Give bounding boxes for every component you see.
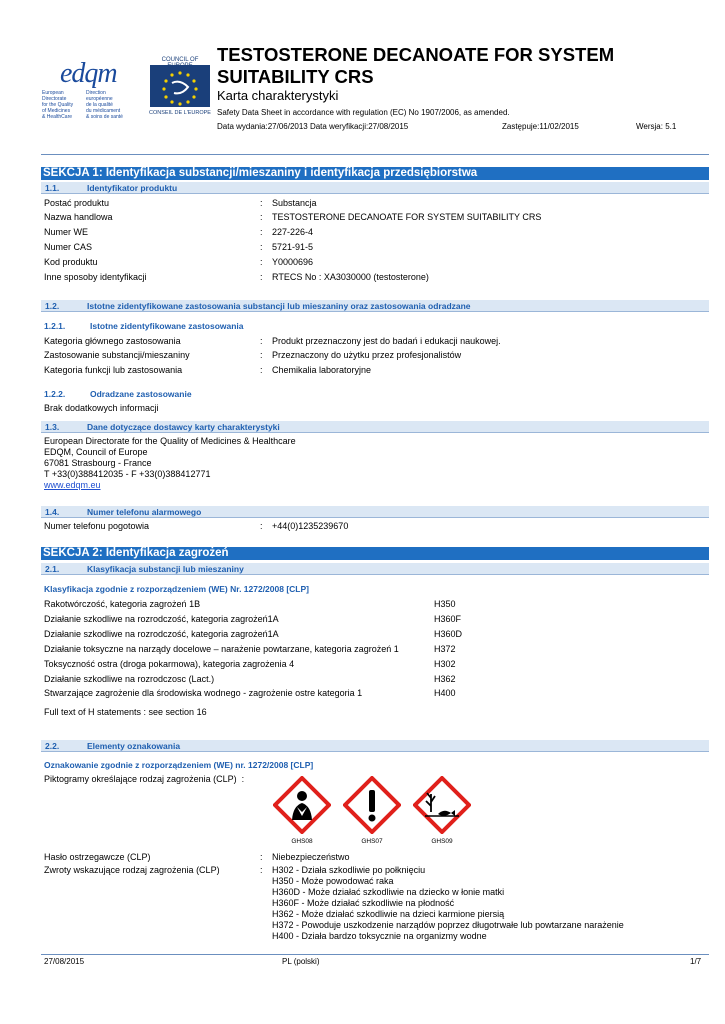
hazard-row: Działanie toksyczne na narządy docelowe – narażenie powtarzane, kategoria zagrożeń 1 H372 [44,644,456,654]
edqm-sub-en: European Directorate for the Quality of Medicines & HealthCare [42,90,74,120]
h-statement: H360D - Może działać szkodliwie na dziecko w łonie matki [272,887,505,897]
subsection-1-2-2-heading: 1.2.2. Odradzane zastosowanie [44,389,192,399]
subsection-1-3-bar: 1.3. Dane dotyczące dostawcy karty charakterystyki [41,421,709,433]
website-link[interactable]: www.edqm.eu [44,480,101,490]
pictogram-code: GHS07 [361,838,383,845]
signal-word-row: Hasło ostrzegawcze (CLP) : Niebezpieczeństwo [44,852,350,862]
no-info-text: Brak dodatkowych informacji [44,403,159,413]
header-divider [41,154,709,155]
use-row: Kategoria funkcji lub zastosowania : Chemikalia laboratoryjne [44,365,372,375]
product-row: Inne sposoby identyfikacji : RTECS No : XA3030000 (testosterone) [44,272,429,282]
product-row: Numer CAS : 5721-91-5 [44,242,314,252]
edqm-sub-fr: Direction européenne de la qualité du médicament & soins de santé [86,90,123,120]
conseil-de-leurope-label: CONSEIL DE L'EUROPE [149,110,211,116]
hazard-row: Rakotwórczość, kategoria zagrożeń 1B H350 [44,599,456,609]
edqm-logo: edqm [60,58,117,89]
document-subtitle: Karta charakterystyki [217,88,339,103]
h-statement: H372 - Powoduje uszkodzenie narządów poprzez długotrwałe lub powtarzane narażenie [272,920,624,930]
replaces-date: Zastępuje:11/02/2015 [502,122,579,131]
h-statement: H302 - Działa szkodliwie po połknięciu [272,865,426,875]
issue-dates: Data wydania:27/06/2013 Data weryfikacji:27/08/2015 [217,122,409,131]
subsection-1-1-bar [41,182,709,194]
pictogram-code: GHS09 [431,838,453,845]
h-statement: H350 - Może powodować raka [272,876,394,886]
council-of-europe-logo-icon [150,65,210,107]
footer-language: PL (polski) [282,957,320,966]
subsection-1-2-bar: 1.2. Istotne zidentyfikowane zastosowania substancji lub mieszaniny oraz zastosowania odradzane [41,300,709,312]
subsection-title: Identyfikator produktu [87,183,178,193]
h-statements-label-row: Zwroty wskazujące rodzaj zagrożenia (CLP) : [44,865,263,875]
h-statement: H360F - Może działać szkodliwie na płodność [272,898,455,908]
hazard-row: Działanie szkodliwe na rozrodczość, kategoria zagrożeń1A H360D [44,629,463,639]
regulation-note: Safety Data Sheet in accordance with regulation (EC) No 1907/2006, as amended. [217,108,510,117]
h-statement: H362 - Może działać szkodliwie na dzieci karmione piersią [272,909,505,919]
product-row: Numer WE : 227-226-4 [44,227,314,237]
subsection-2-2-bar: 2.2. Elementy oznakowania [41,740,709,752]
edqm-logo-subtitle [42,90,137,120]
supplier-address: European Directorate for the Quality of Medicines & Healthcare EDQM, Council of Europe 67081 Strasbourg - France T +33(0)388412035 - F +33(0)388412771 www.edqm.eu [44,436,296,490]
hazard-row: Działanie szkodliwe na rozrodczość, kategoria zagrożeń1A H360F [44,614,462,624]
h-statement: H400 - Działa bardzo toksycznie na organizmy wodne [272,931,487,941]
version-label: Wersja: 5.1 [636,122,677,131]
footer-date: 27/08/2015 [44,957,85,966]
section-1-bar: SEKCJA 1: Identyfikacja substancji/mieszaniny i identyfikacja przedsiębiorstwa [41,167,709,180]
hazard-row: Stwarzające zagrożenie dla środowiska wodnego - zagrożenie ostre kategoria 1 H400 [44,688,456,698]
subsection-1-2-1-heading: 1.2.1. Istotne zidentyfikowane zastosowania [44,321,244,331]
product-row: Postać produktu : Substancja [44,198,317,208]
use-row: Zastosowanie substancji/mieszaniny : Przeznaczony do użytku przez profesjonalistów [44,350,462,360]
product-row: Kod produktu : Y0000696 [44,257,314,267]
use-row: Kategoria głównego zastosowania : Produkt przeznaczony jest do badań i edukacji naukowej. [44,336,501,346]
hazard-row: Działanie szkodliwe na rozrodczosc (Lact.) H362 [44,674,456,684]
subsection-number: 1.1. [45,183,60,193]
pictogram-code: GHS08 [291,838,313,845]
exclamation-mark-icon [343,776,401,834]
council-of-europe-label: COUNCIL OF [161,57,199,63]
full-text-note: Full text of H statements : see section 16 [44,707,207,717]
health-hazard-icon [273,776,331,834]
clp-classification-heading: Klasyfikacja zgodnie z rozporządzeniem (WE) Nr. 1272/2008 [CLP] [44,584,309,594]
subsection-2-1-bar: 2.1. Klasyfikacja substancji lub mieszaniny [41,563,709,575]
document-title: TESTOSTERONE DECANOATE FOR SYSTEM SUITABILITY CRS [217,44,615,87]
emergency-phone-row: Numer telefonu pogotowia : +44(0)1235239670 [44,521,349,531]
product-row: Nazwa handlowa : TESTOSTERONE DECANOATE FOR SYSTEM SUITABILITY CRS [44,212,542,222]
pictograms-label: Piktogramy określające rodzaj zagrożenia (CLP) : [44,774,245,784]
section-2-bar: SEKCJA 2: Identyfikacja zagrożeń [41,547,709,560]
environment-icon [413,776,471,834]
footer-divider [41,954,709,955]
clp-label-heading: Oznakowanie zgodnie z rozporządzeniem (WE) nr. 1272/2008 [CLP] [44,760,314,770]
footer-page-number: 1/7 [690,957,702,966]
subsection-1-4-bar: 1.4. Numer telefonu alarmowego [41,506,709,518]
h-statements-list [272,865,624,942]
hazard-row: Toksyczność ostra (droga pokarmowa), kategoria zagrożenia 4 H302 [44,659,456,669]
